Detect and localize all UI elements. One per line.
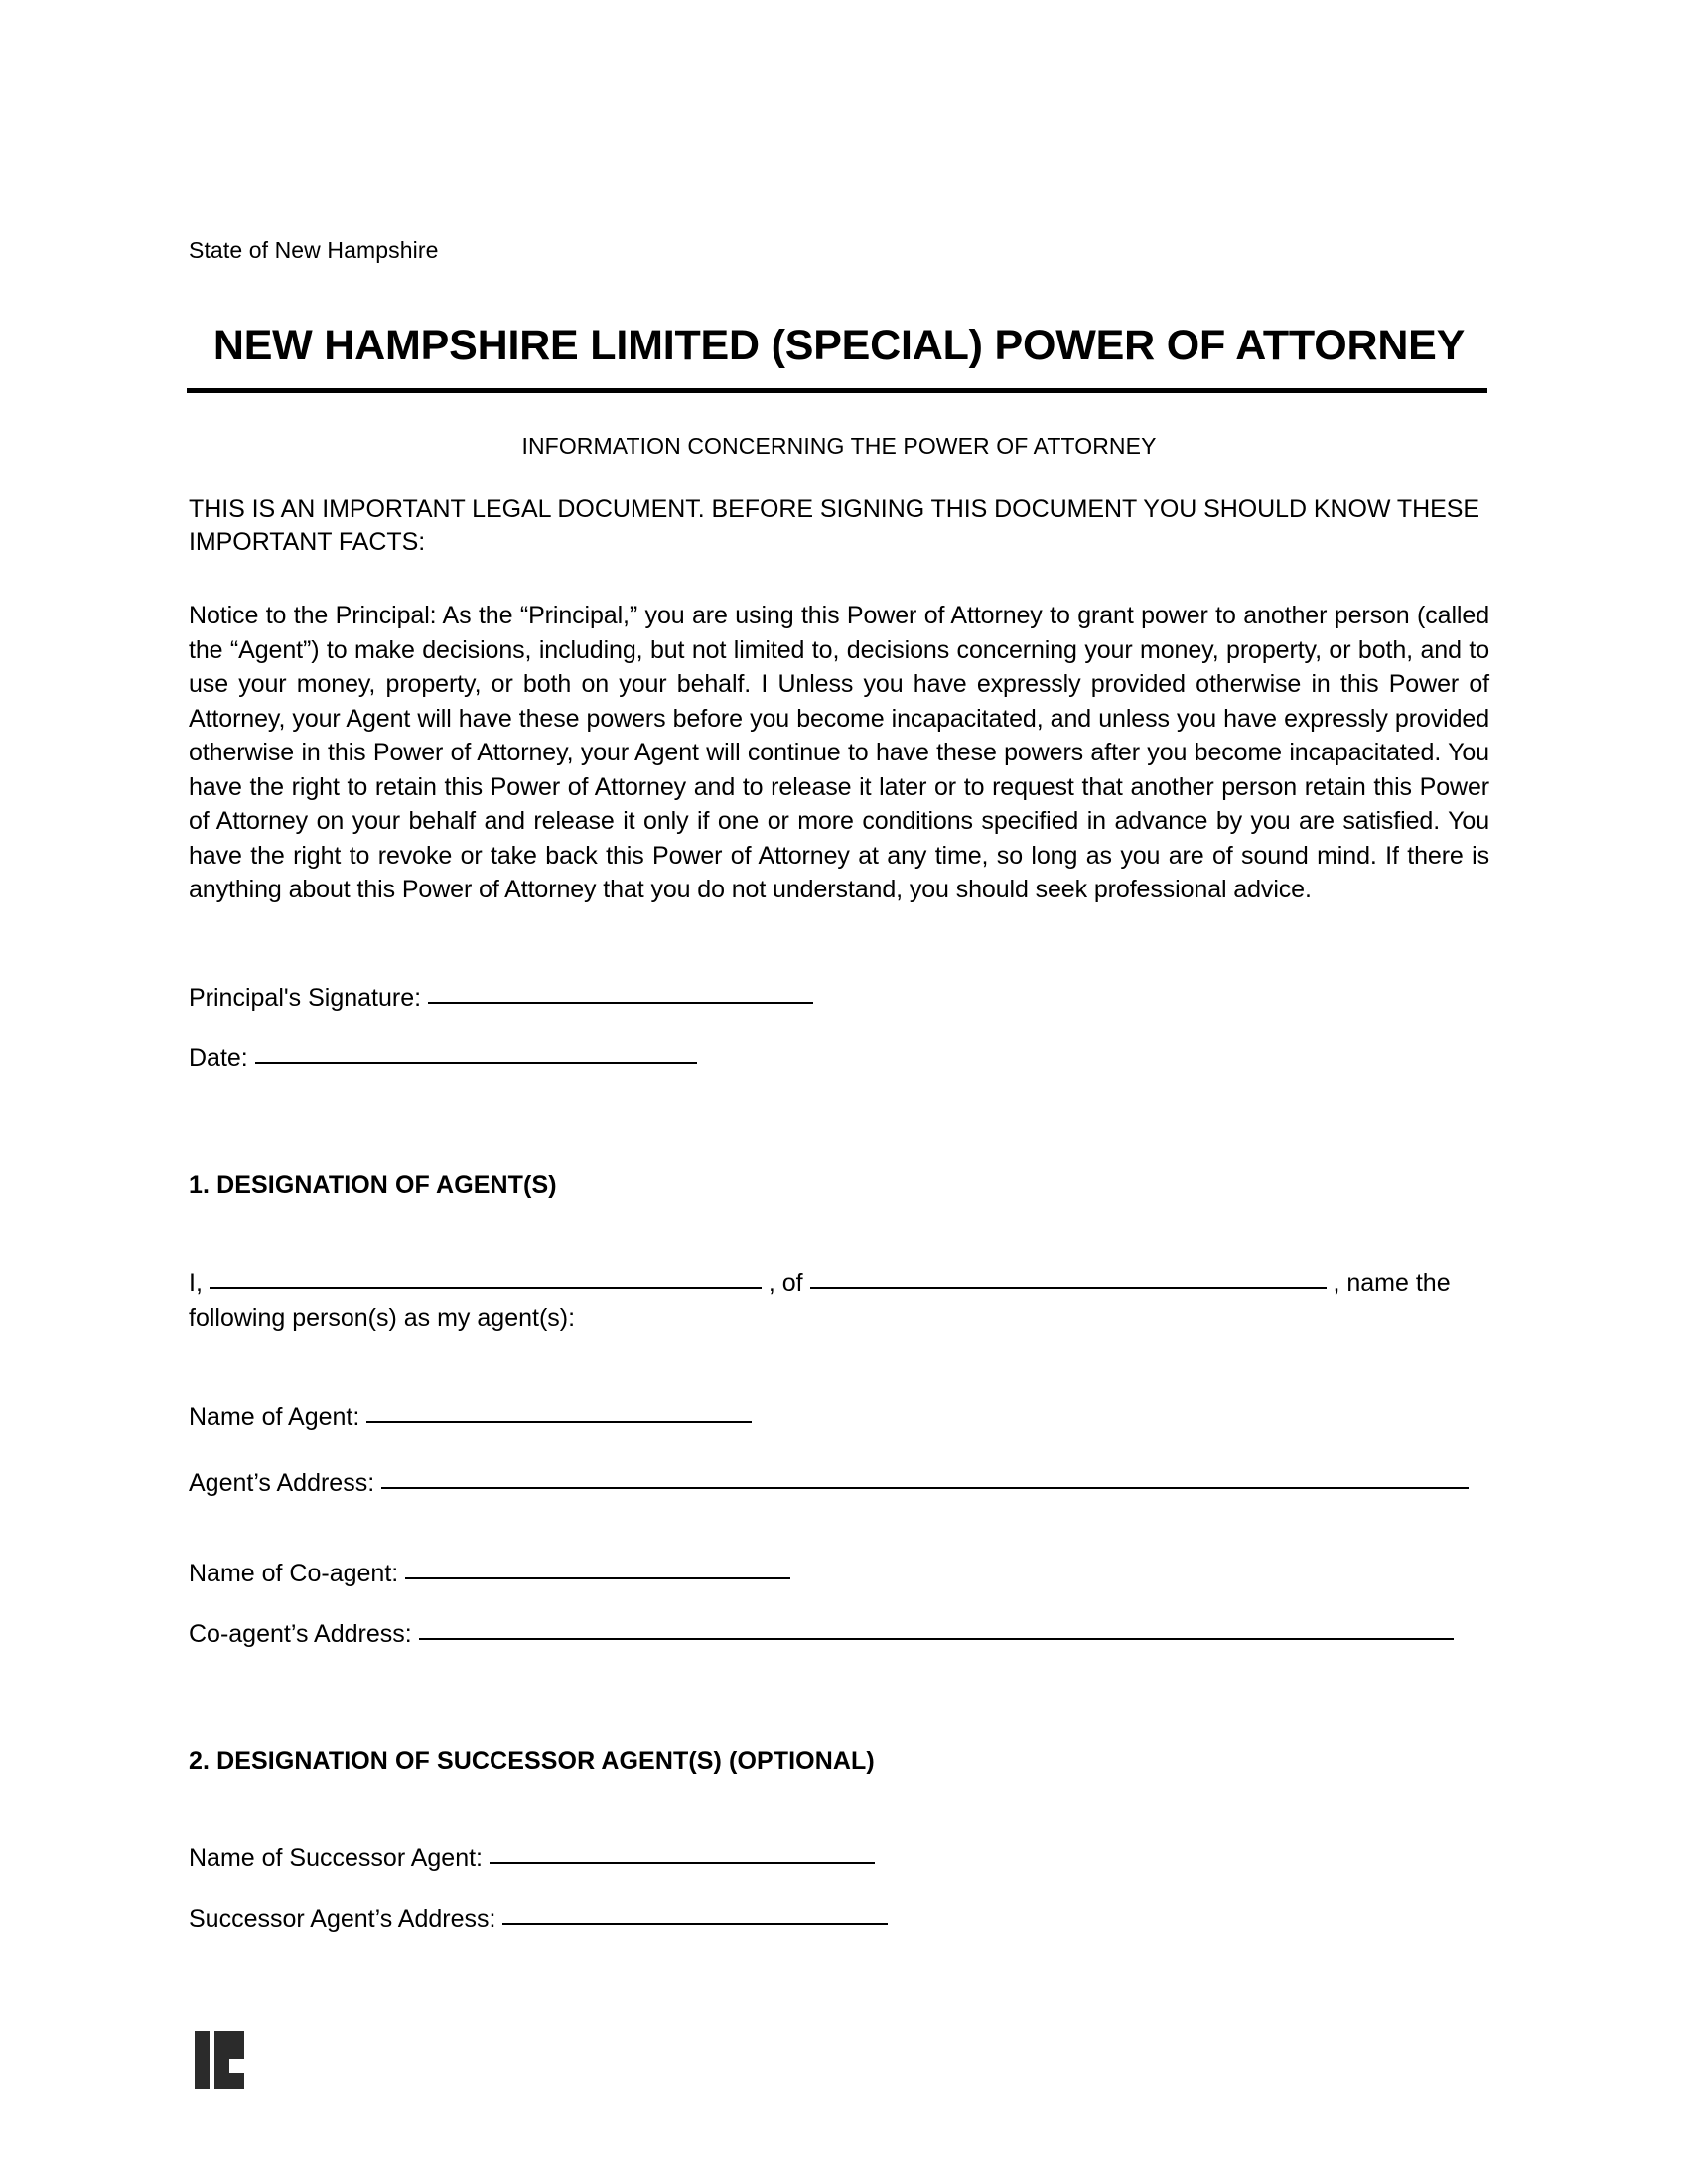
section-1-heading: 1. DESIGNATION OF AGENT(S) [189,1170,557,1199]
page-title: NEW HAMPSHIRE LIMITED (SPECIAL) POWER OF ATTORNEY [212,321,1466,369]
date-label: Date: [189,1043,248,1072]
principal-signature-label: Principal's Signature: [189,983,422,1012]
successor-address-row [189,1902,1489,1937]
coagent-address-label: Co-agent’s Address: [189,1619,412,1648]
principal-address-input[interactable] [810,1266,1327,1289]
successor-name-row [189,1842,1489,1876]
coagent-name-input[interactable] [405,1557,790,1579]
agent-name-row [189,1400,1489,1434]
agent-name-label: Name of Agent: [189,1402,360,1431]
coagent-name-label: Name of Co-agent: [189,1559,399,1587]
intro-second-line: following person(s) as my agent(s): [189,1304,576,1333]
section-1-intro [189,1266,1489,1336]
date-input[interactable] [255,1041,697,1064]
successor-fields-block [189,1842,1489,1937]
coagent-fields-block [189,1557,1489,1652]
info-heading: INFORMATION CONCERNING THE POWER OF ATTORNEY [521,432,1157,459]
important-facts-text: THIS IS AN IMPORTANT LEGAL DOCUMENT. BEFORE SIGNING THIS DOCUMENT YOU SHOULD KNOW THESE IMPORTANT FACTS: [189,494,1480,556]
coagent-address-input[interactable] [419,1617,1454,1640]
signature-block [189,981,1489,1076]
logo-mark-icon [195,2031,244,2089]
agent-name-input[interactable] [366,1400,752,1423]
notice-to-principal-paragraph: Notice to the Principal: As the “Principal,” you are using this Power of Attorney to grant power to another person (called the “Agent”) to make decisions, including, but not limited to, decisions concerning your money, property, or both, and to use your money, property, or both on your behalf. I Unless you have expressly provided otherwise in this Power of Attorney, your Agent will have these powers before you become incapacitated, and unless you have expressly provided otherwise in this Power of Attorney, your Agent will continue to have these powers after you become incapacitated. You have the right to retain this Power of Attorney and to release it later or to request that another person retain this Power of Attorney on your behalf and release it only if one or more conditions specified in advance by you are satisfied. You have the right to revoke or take back this Power of Attorney at any time, so long as you are of sound mind. If there is anything about this Power of Attorney that you do not understand, you should seek professional advice. [189,602,1489,904]
successor-address-input[interactable] [502,1902,888,1925]
agent-fields-block [189,1400,1489,1501]
successor-address-label: Successor Agent’s Address: [189,1904,496,1933]
principal-name-input[interactable] [210,1266,762,1289]
successor-name-input[interactable] [490,1842,875,1864]
document-content [189,0,1489,1937]
successor-name-label: Name of Successor Agent: [189,1843,483,1872]
intro-prefix-label: I, [189,1268,203,1297]
intro-suffix-label: , name the [1333,1268,1451,1297]
title-divider [187,388,1487,393]
date-row [189,1041,1489,1076]
coagent-address-row [189,1617,1489,1652]
intro-mid-label: , of [768,1268,803,1297]
legal-templates-logo [195,2031,244,2089]
state-line: State of New Hampshire [189,237,439,263]
agent-address-row [189,1466,1489,1501]
agent-address-input[interactable] [381,1466,1469,1489]
agent-address-label: Agent’s Address: [189,1468,375,1497]
coagent-name-row [189,1557,1489,1591]
section-2-heading: 2. DESIGNATION OF SUCCESSOR AGENT(S) (OPTIONAL) [189,1746,875,1775]
principal-signature-row [189,981,1489,1016]
principal-signature-input[interactable] [428,981,813,1004]
